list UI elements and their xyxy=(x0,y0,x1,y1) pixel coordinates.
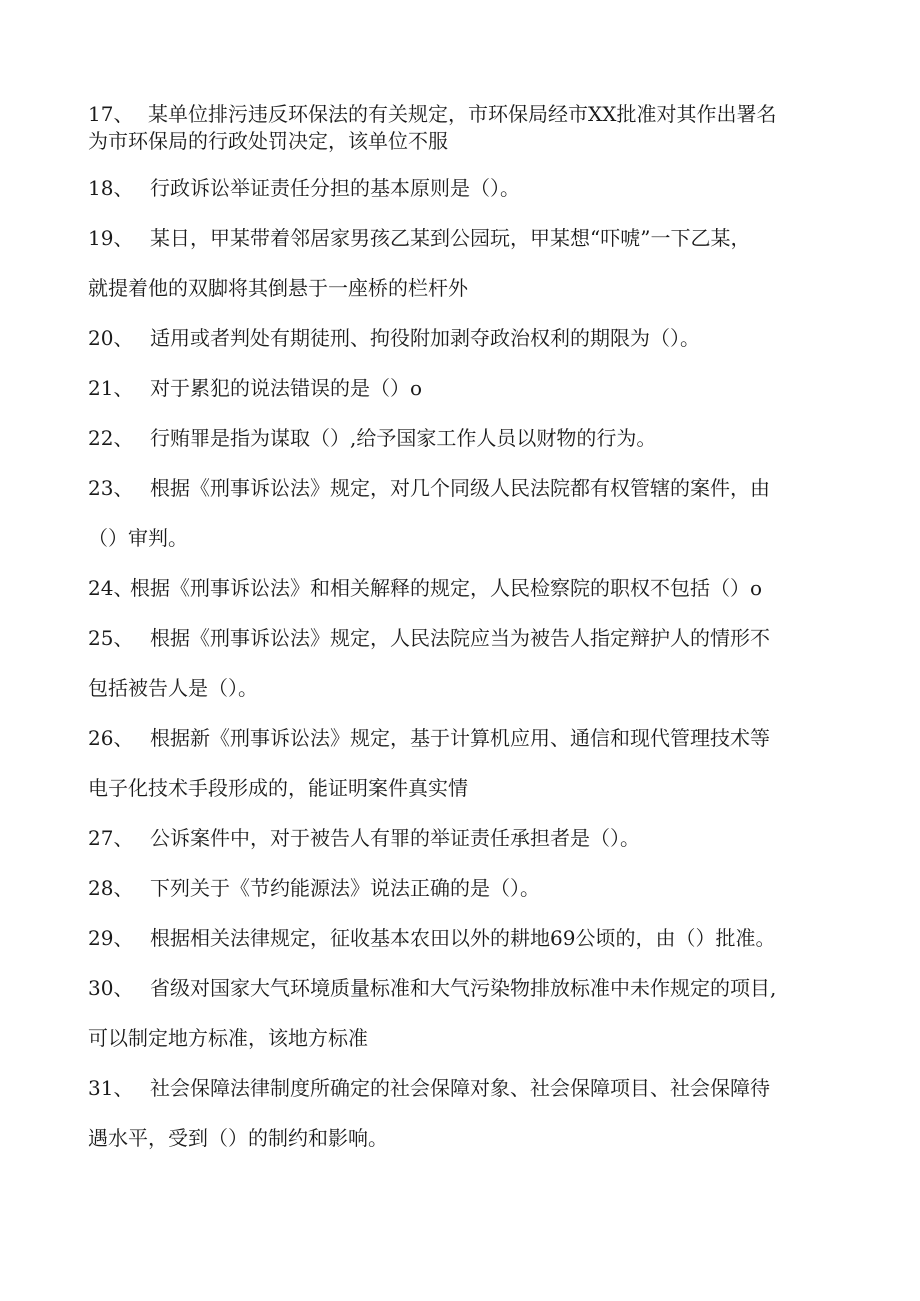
question-number: 24、 xyxy=(88,576,134,600)
question-text: 适用或者判处有期徒刑、拘役附加剥夺政治权利的期限为（）。 xyxy=(150,326,700,350)
question-text: 遇水平，受到（）的制约和影响。 xyxy=(88,1126,388,1150)
question-text: 行贿罪是指为谋取（）,给予国家工作人员以财物的行为。 xyxy=(150,426,657,450)
question-23-line-2 xyxy=(88,526,833,551)
question-20-line-1 xyxy=(88,326,833,351)
question-26-line-1 xyxy=(88,726,833,751)
question-number: 27、 xyxy=(88,826,134,850)
question-31-line-1 xyxy=(88,1076,833,1101)
question-number: 26、 xyxy=(88,726,134,750)
question-text: 为市环保局的行政处罚决定，该单位不服 xyxy=(88,129,448,153)
question-text: 可以制定地方标准，该地方标准 xyxy=(88,1026,368,1050)
question-30-line-1 xyxy=(88,976,833,1001)
question-25-line-2 xyxy=(88,676,833,701)
question-17-line-2 xyxy=(88,129,833,154)
question-number: 25、 xyxy=(88,626,134,650)
question-text: 某单位排污违反环保法的有关规定，市环保局经市XX批准对其作出署名 xyxy=(148,102,777,126)
question-number: 23、 xyxy=(88,476,134,500)
question-number: 17、 xyxy=(88,102,134,126)
question-text: 对于累犯的说法错误的是（）o xyxy=(150,376,423,400)
question-23-line-1 xyxy=(88,476,833,501)
question-28-line-1 xyxy=(88,876,833,901)
question-number: 30、 xyxy=(88,976,134,1000)
question-31-line-2 xyxy=(88,1126,833,1151)
question-30-line-2 xyxy=(88,1026,833,1051)
question-22-line-1 xyxy=(88,426,833,451)
question-text: 根据《刑事诉讼法》规定，人民法院应当为被告人指定辩护人的情形不 xyxy=(150,626,770,650)
question-21-line-1 xyxy=(88,376,833,401)
question-text: 根据新《刑事诉讼法》规定，基于计算机应用、通信和现代管理技术等 xyxy=(150,726,770,750)
question-19-line-1 xyxy=(88,226,833,251)
question-text: 根据相关法律规定，征收基本农田以外的耕地69公顷的，由（）批准。 xyxy=(150,926,776,950)
question-text: 公诉案件中，对于被告人有罪的举证责任承担者是（）。 xyxy=(150,826,640,850)
question-25-line-1 xyxy=(88,626,833,651)
question-text: 某日，甲某带着邻居家男孩乙某到公园玩，甲某想“吓唬”一下乙某， xyxy=(150,226,751,250)
question-text: 社会保障法律制度所确定的社会保障对象、社会保障项目、社会保障待 xyxy=(150,1076,770,1100)
question-number: 20、 xyxy=(88,326,134,350)
question-26-line-2 xyxy=(88,776,833,801)
question-number: 29、 xyxy=(88,926,134,950)
question-text: 行政诉讼举证责任分担的基本原则是（）。 xyxy=(150,176,520,200)
question-number: 18、 xyxy=(88,176,134,200)
question-text: 下列关于《节约能源法》说法正确的是（）。 xyxy=(150,876,540,900)
question-number: 22、 xyxy=(88,426,134,450)
question-number: 19、 xyxy=(88,226,134,250)
question-text: 电子化技术手段形成的，能证明案件真实情 xyxy=(88,776,468,800)
question-number: 21、 xyxy=(88,376,134,400)
question-29-line-1 xyxy=(88,926,833,951)
question-17-line-1 xyxy=(88,102,833,127)
question-number: 31、 xyxy=(88,1076,134,1100)
question-19-line-2 xyxy=(88,276,833,301)
question-text: （）审判。 xyxy=(88,526,188,550)
question-27-line-1 xyxy=(88,826,833,851)
question-text: 包括被告人是（）。 xyxy=(88,676,258,700)
question-text: 根据《刑事诉讼法》和相关解释的规定，人民检察院的职权不包括（）o xyxy=(130,576,763,600)
question-24-line-1 xyxy=(88,576,833,601)
question-number: 28、 xyxy=(88,876,134,900)
question-18-line-1 xyxy=(88,176,833,201)
question-text: 就提着他的双脚将其倒悬于一座桥的栏杆外 xyxy=(88,276,468,300)
question-text: 省级对国家大气环境质量标准和大气污染物排放标准中未作规定的项目, xyxy=(150,976,777,1000)
question-text: 根据《刑事诉讼法》规定，对几个同级人民法院都有权管辖的案件，由 xyxy=(150,476,770,500)
